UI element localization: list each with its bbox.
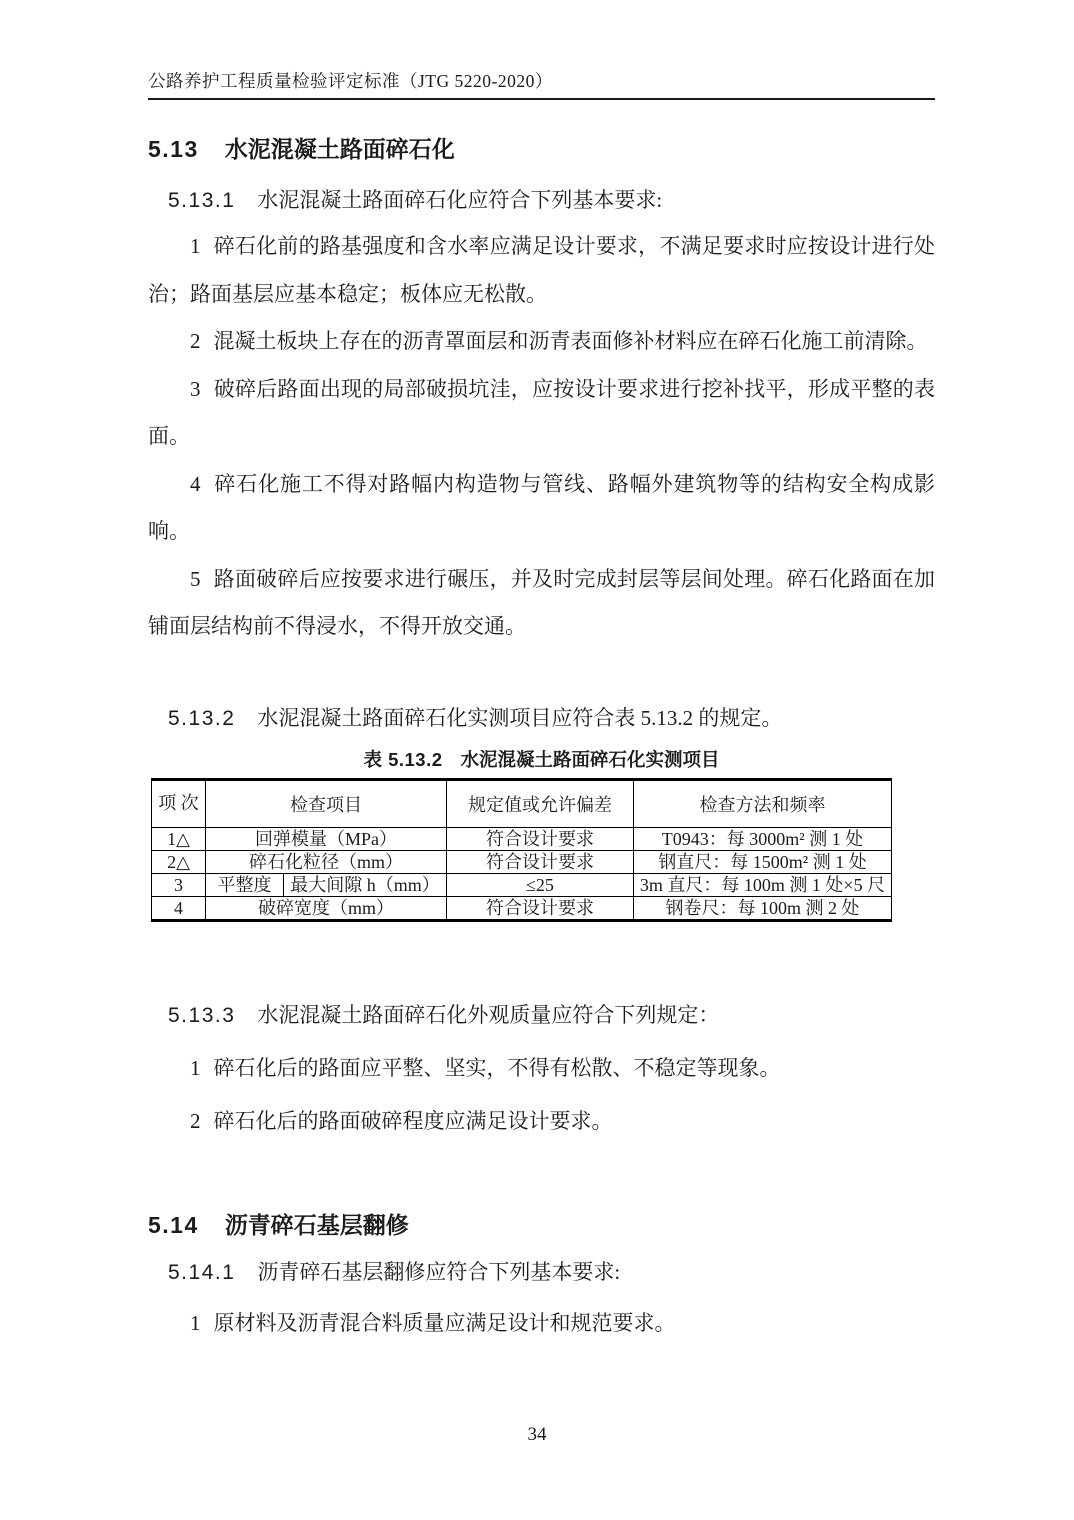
item-number: 1 [190,1055,201,1080]
clause-5-14-1 [148,1261,935,1284]
cell-spec-value: 符合设计要求 [447,850,634,873]
section-number: 5.14 [148,1211,199,1238]
cell-method: 钢卷尺：每 100m 测 2 处 [634,896,892,920]
list-item [148,1312,935,1335]
cell-item-no: 1△ [152,827,206,850]
item-text: 破碎后路面出现的局部破损坑洼，应按设计要求进行挖补找平，形成平整的表面。 [148,376,935,448]
cell-spec-value: ≤25 [447,873,634,896]
item-number: 1 [190,234,201,258]
table-row [152,850,892,873]
item-number: 5 [190,566,201,591]
clause-text: 沥青碎石基层翻修应符合下列基本要求: [257,1259,621,1284]
table-row [152,873,892,896]
cell-method: 钢直尺：每 1500m² 测 1 处 [634,850,892,873]
cell-spec-value: 符合设计要求 [447,827,634,850]
item-number: 4 [190,471,201,496]
cell-check-item-sub: 最大间隙 h（mm） [284,873,447,896]
running-header-title: 公路养护工程质量检验评定标准（JTG 5220-2020） [148,71,553,91]
cell-check-item: 破碎宽度（mm） [206,896,447,920]
table-row [152,896,892,920]
section-title: 水泥混凝土路面碎石化 [224,136,455,162]
cell-spec-value: 符合设计要求 [447,896,634,920]
table-caption-label: 表 5.13.2 [363,748,443,770]
cell-method: T0943：每 3000m² 测 1 处 [634,827,892,850]
clause-5-13-2 [148,707,935,730]
cell-item-no: 4 [152,896,206,920]
table-header-method: 检查方法和频率 [634,779,892,827]
cell-item-no: 2△ [152,850,206,873]
list-item [148,223,935,318]
list-item [148,1057,935,1080]
clause-number: 5.14.1 [168,1260,236,1284]
item-number: 2 [190,1108,201,1133]
section-title: 沥青碎石基层翻修 [224,1211,409,1238]
table-caption [148,750,935,770]
table-caption-text: 水泥混凝土路面碎石化实测项目 [460,748,720,770]
list-item [148,318,935,366]
requirements-list [148,223,935,651]
item-text: 原材料及沥青混合料质量应满足设计和规范要求。 [213,1310,676,1335]
clause-text: 水泥混凝土路面碎石化实测项目应符合表 5.13.2 的规定。 [257,705,783,730]
table-header-check-item: 检查项目 [206,779,447,827]
item-text: 混凝土板块上存在的沥青罩面层和沥青表面修补材料应在碎石化施工前清除。 [213,329,928,353]
item-text: 碎石化施工不得对路幅内构造物与管线、路幅外建筑物等的结构安全构成影响。 [148,471,935,543]
item-text: 碎石化后的路面应平整、坚实，不得有松散、不稳定等现象。 [213,1055,781,1080]
page-number: 34 [527,1424,547,1445]
table-header-spec-value: 规定值或允许偏差 [447,779,634,827]
clause-number: 5.13.3 [168,1003,236,1027]
clause-text: 水泥混凝土路面碎石化应符合下列基本要求: [257,188,663,212]
table-row [152,827,892,850]
measured-items-table [151,778,892,922]
list-item [148,556,935,651]
item-number: 1 [190,1310,201,1335]
list-item [148,461,935,556]
section-number: 5.13 [148,136,199,162]
list-item [148,1110,935,1133]
section-heading-5-13 [148,137,935,161]
table-header-row [152,779,892,827]
item-number: 3 [190,376,201,401]
clause-number: 5.13.1 [168,189,236,212]
list-item [148,366,935,461]
item-text: 碎石化后的路面破碎程度应满足设计要求。 [213,1108,613,1133]
running-header [148,72,935,100]
cell-check-item-group: 平整度 [206,873,284,896]
cell-check-item: 回弹模量（MPa） [206,827,447,850]
page-content [148,0,935,1335]
clause-5-13-3 [148,1004,935,1027]
item-number: 2 [190,329,201,353]
cell-check-item: 碎石化粒径（mm） [206,850,447,873]
cell-item-no: 3 [152,873,206,896]
clause-number: 5.13.2 [168,706,236,730]
item-text: 碎石化前的路基强度和含水率应满足设计要求，不满足要求时应按设计进行处治；路面基层应基本稳定；板体应无松散。 [148,234,935,306]
item-text: 路面破碎后应按要求进行碾压，并及时完成封层等层间处理。碎石化路面在加铺面层结构前不得浸水，不得开放交通。 [148,566,935,638]
cell-method: 3m 直尺：每 100m 测 1 处×5 尺 [634,873,892,896]
clause-text: 水泥混凝土路面碎石化外观质量应符合下列规定： [257,1002,720,1027]
section-heading-5-14 [148,1213,935,1237]
clause-5-13-1 [148,189,935,212]
table-header-item-no: 项 次 [152,779,206,827]
